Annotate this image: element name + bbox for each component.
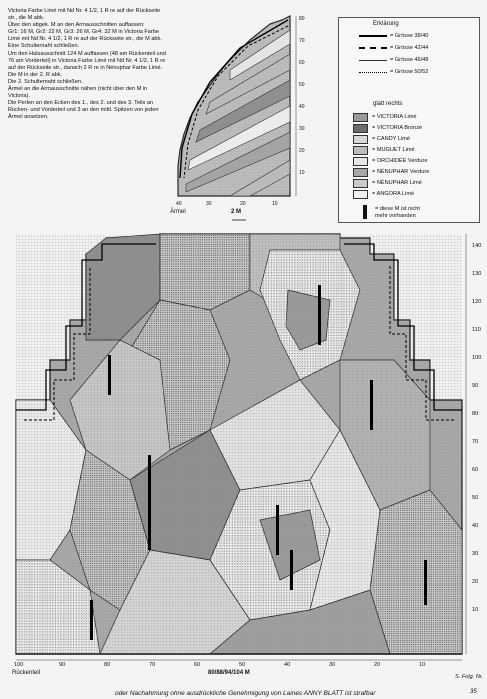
sleeve-chart — [170, 10, 320, 225]
legend-yarn-row: = ORCHIDÉE Verdure — [353, 156, 428, 166]
legend-box — [338, 17, 480, 223]
main-y-tick: 90 — [472, 383, 479, 389]
legend-size-row: = Grösse 38/40 — [359, 32, 428, 40]
sleeve-width-label: 2 M — [231, 209, 242, 215]
main-x-tick: 30 — [329, 662, 336, 668]
instruction-line: Um den Halsausschnitt 124 M auffassen (48 am Rückenteil und 76 am Vorderteil) in Victoria Farbe Limé mit Nd Nr. 4 1/2, 1 R re auf der Rückseite str., danach 2 R re in Nénuphar Farbe Limé. Die M in der 2. R abk. — [8, 50, 166, 78]
sleeve-x-tick: 30 — [206, 201, 212, 207]
main-y-tick: 30 — [472, 551, 479, 557]
sleeve-label: Ärmel — [170, 209, 186, 215]
main-y-tick: 110 — [472, 327, 481, 333]
sleeve-x-tick: 10 — [272, 201, 278, 207]
instruction-line: Über den abgek. M an den Armausschnitten auffassen: — [8, 22, 145, 29]
main-y-tick: 70 — [472, 439, 479, 445]
instructions-text — [8, 8, 166, 122]
legend-size-row: = Grösse 46/48 — [359, 56, 428, 64]
instruction-line: Ärmel an die Armausschnitte nähen (nicht über den M in Victoria). — [8, 86, 148, 100]
legend-yarn-row: = ANGORA Limé — [353, 189, 414, 199]
copyright-text: oder Nachahmung ohne ausdrückliche Genehmigung von Laines ANNY BLATT ist strafbar — [115, 690, 376, 697]
instruction-line: Die 2. Schulternaht schließen. — [8, 78, 83, 85]
legend-subtitle: glatt rechts — [373, 101, 403, 107]
main-x-tick: 20 — [374, 662, 381, 668]
main-y-tick: 130 — [472, 271, 482, 277]
back-piece-chart — [10, 230, 482, 680]
legend-note: = diese M ist nicht mehr vorhanden — [375, 206, 420, 219]
sleeve-chart-graphic — [170, 10, 320, 225]
main-x-tick: 60 — [194, 662, 201, 668]
legend-yarn-row: = VICTORIA Bronze — [353, 123, 422, 133]
sleeve-y-tick: 20 — [299, 148, 305, 154]
legend-yarn-row: = MUGUET Limé — [353, 145, 415, 155]
legend-size-row: = Grösse 42/44 — [359, 44, 428, 52]
main-y-tick: 100 — [472, 355, 482, 361]
instruction-line: Die Perlen an den Ecken des 1., des 2. und des 3. Teils an Rücken- und Vorderteil und 3 an den mittl. Spitzen von jeden Ärmel ansetzen. — [8, 100, 159, 121]
sleeve-y-tick: 80 — [299, 16, 305, 22]
back-piece-label: Rückenteil — [12, 670, 41, 676]
legend-yarn-row: = NÉNUPHAR Verdure — [353, 167, 429, 177]
main-x-tick: 80 — [104, 662, 111, 668]
instruction-line: Victoria Farbe Limé mit Nd Nr. 4 1/2, 1 R re auf der Rückseite str., die M abk. — [8, 8, 161, 22]
instruction-line: Eine Schulternaht schließen. — [8, 43, 80, 50]
sleeve-y-tick: 10 — [299, 170, 305, 176]
main-y-tick: 20 — [472, 579, 479, 585]
sleeve-y-tick: 30 — [299, 126, 305, 132]
legend-yarn-row: = CANDY Limé — [353, 134, 410, 144]
main-x-tick: 50 — [239, 662, 246, 668]
main-y-tick: 40 — [472, 523, 479, 529]
main-x-tick: 90 — [59, 662, 66, 668]
main-x-tick: 100 — [14, 662, 24, 668]
sleeve-x-tick: 40 — [176, 201, 182, 207]
main-y-tick: 140 — [472, 243, 482, 249]
main-y-tick: 50 — [472, 495, 479, 501]
legend-title: Erklärung — [373, 21, 399, 27]
main-y-tick: 120 — [472, 299, 482, 305]
legend-yarn-row: = VICTORIA Limé — [353, 112, 417, 122]
back-piece-graphic — [10, 230, 472, 680]
page-number: 35 — [470, 689, 477, 695]
legend-yarn-row: = NÉNUPHAR Limé — [353, 178, 422, 188]
sleeve-y-tick: 70 — [299, 38, 305, 44]
legend-size-row: = Grösse 50/52 — [359, 68, 428, 76]
main-x-tick: 40 — [284, 662, 291, 668]
main-y-tick: 80 — [472, 411, 479, 417]
main-y-tick: 60 — [472, 467, 479, 473]
sleeve-y-tick: 50 — [299, 82, 305, 88]
sleeve-y-tick: 60 — [299, 60, 305, 66]
main-x-tick: 70 — [149, 662, 156, 668]
main-y-tick: 10 — [472, 607, 479, 613]
instruction-line: Gr1: 16 M, Gr2: 22 M, Gr3: 26 M, Gr4: 32 M in Victoria Farbe Limé mit Nd Nr. 4 1/2, 1 R re auf der Rückseite str., die M abk. — [8, 29, 162, 43]
sleeve-x-tick: 20 — [240, 201, 246, 207]
continued-label: S. Folg. Nr. — [455, 674, 484, 680]
removed-stitch-icon — [363, 205, 367, 219]
main-x-tick: 10 — [419, 662, 426, 668]
sleeve-y-tick: 40 — [299, 104, 305, 110]
stitch-count-label: 80/88/94/104 M — [208, 670, 250, 676]
